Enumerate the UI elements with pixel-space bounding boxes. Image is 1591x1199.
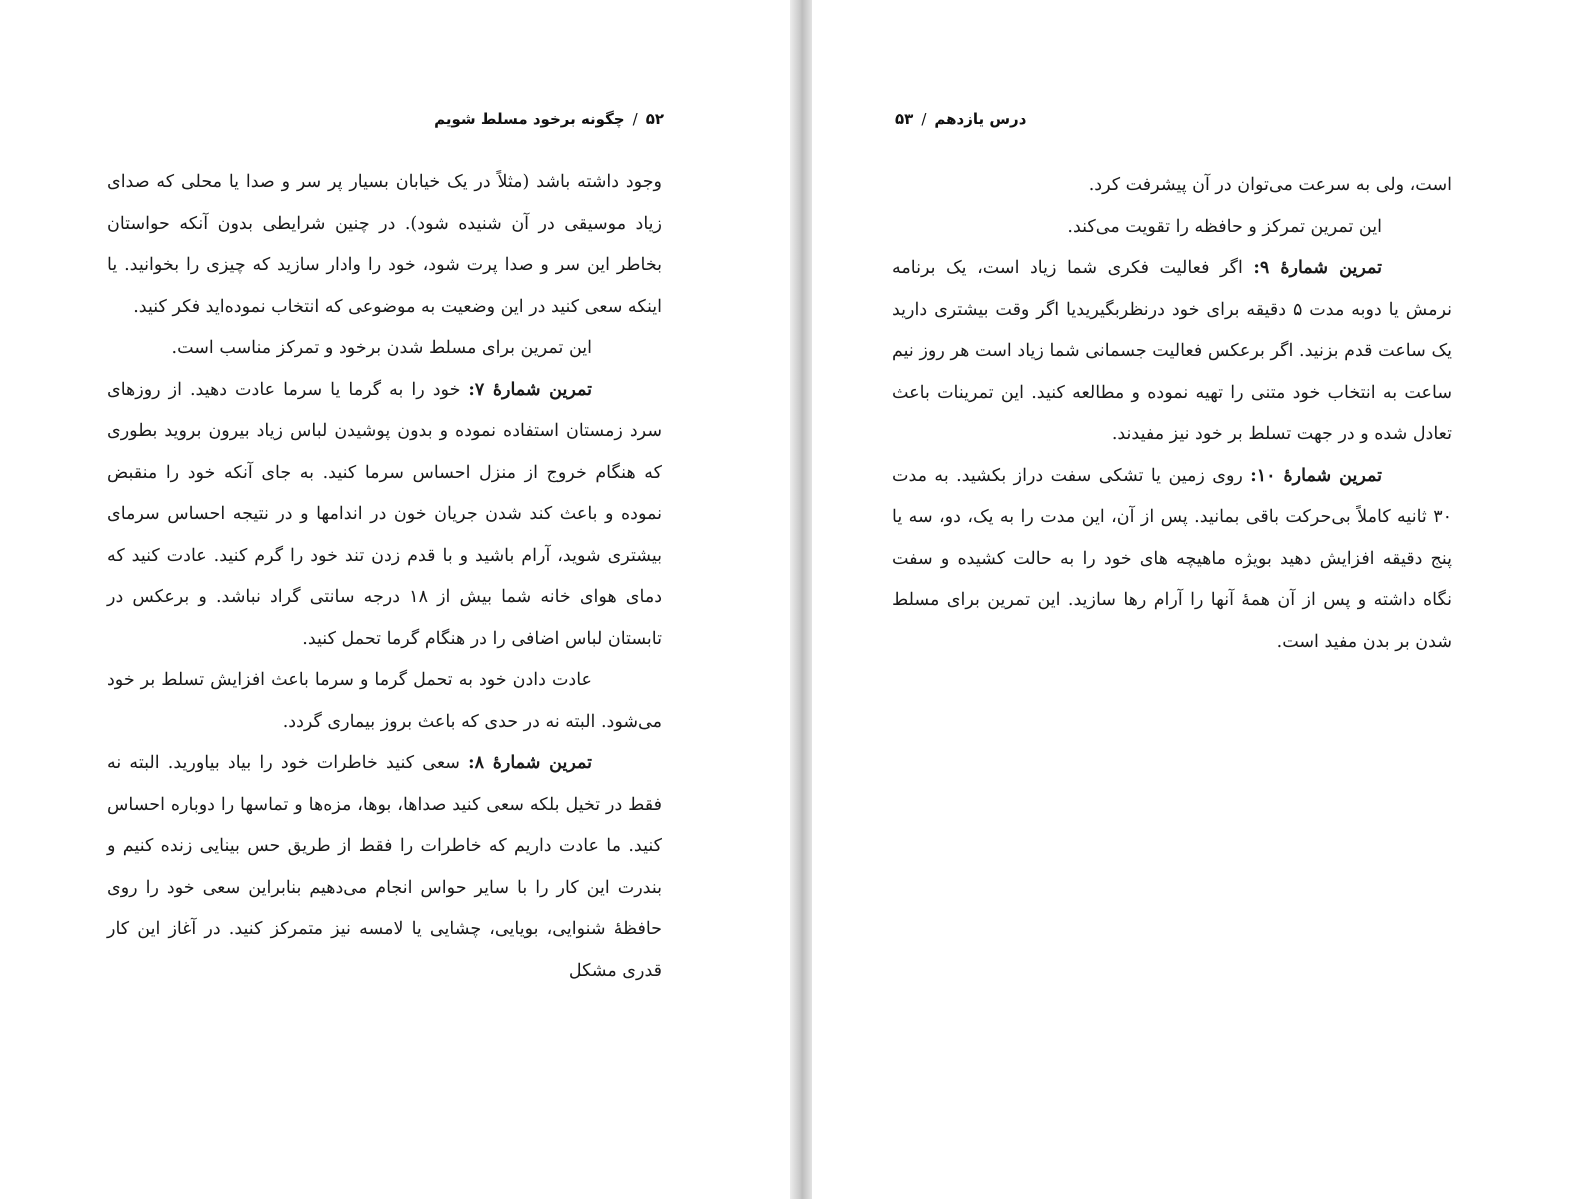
exercise-9 [892,248,1452,456]
exercise-10 [892,456,1452,664]
left-paragraph-2-text: این تمرین برای مسلط شدن برخود و تمرکز مناسب است. [171,338,592,358]
exercise-7-text: خود را به گرما یا سرما عادت دهید. از روزهای سرد زمستان استفاده نموده و بدون پوشیدن لباس زیاد بیرون بروید بطوری که هنگام خروج از منزل احساس سرما کنید. به جای آنکه خود را منقبض نموده و باعث کند شدن جریان خون در اندامها و در نتیجه احساس سرمای بیشتری شوید، آرام باشید و با قدم زدن تند خود را گرم کنید. عادت کنید که دمای هوای خانه شما بیش از ۱۸ درجه سانتی گراد نباشد. و برعکس در تابستان لباس اضافی را در هنگام گرما تحمل کنید. [107,379,662,649]
left-paragraph-1-text: وجود داشته باشد (مثلاً در یک خیابان بسیار پر سر و صدا یا محلی که صدای زیاد موسیقی در آن شنیده شود). در چنین شرایطی بدون آنکه حواستان بخاطر این سر و صدا پرت شود، خود را وادار سازید که چیزی را بخوانید. یا اینکه سعی کنید در این وضعیت به موضوعی که انتخاب نموده‌اید فکر کنید. [107,172,662,317]
right-paragraph-1-text: است، ولی به سرعت می‌توان در آن پیشرفت کرد. [1088,175,1452,195]
right-header-separator: / [921,110,927,128]
exercise-10-title: تمرین شمارهٔ ۱۰: [1250,465,1382,486]
left-paragraph-2 [107,328,662,370]
right-page-number: ۵۳ [895,110,914,128]
exercise-8-text: سعی کنید خاطرات خود را بیاد بیاورید. البته نه فقط در تخیل بلکه سعی کنید صداها، بوها، مزه‌ها و تماسها را دوباره احساس کنید. ما عادت داریم که خاطرات را فقط از طریق حس بینایی زنده کنیم و بندرت این کار را با سایر حواس انجام می‌دهیم بنابراین سعی خود را روی حافظهٔ شنوایی، بویایی، چشایی یا لامسه نیز متمرکز کنید. در آغاز این کار قدری مشکل [107,753,662,981]
left-body-text [107,162,662,992]
right-paragraph-2-text: این تمرین تمرکز و حافظه را تقویت می‌کند. [1067,216,1382,237]
exercise-10-text: روی زمین یا تشکی سفت دراز بکشید. به مدت ۳۰ ثانیه کاملاً بی‌حرکت باقی بمانید. پس از آن، این مدت را به یک، دو، سه یا پنج دقیقه افزایش دهید بویژه ماهیچه های خود را به حالت کشیده و سفت نگاه داشته و پس از آن همهٔ آنها را آرام رها سازید. این تمرین برای مسلط شدن بر بدن مفید است. [892,465,1452,652]
exercise-7 [107,370,662,661]
exercise-7-title: تمرین شمارهٔ ۷: [468,379,592,400]
section-title: درس یازدهم [934,110,1027,128]
exercise-9-text: اگر فعالیت فکری شما زیاد است، یک برنامه نرمش یا دوبه مدت ۵ دقیقه برای خود درنظربگیریدیا اگر وقت بیشتری دارید یک ساعت قدم بزنید. اگر برعکس فعالیت جسمانی شما زیاد است هر روز نیم ساعت به انتخاب خود متنی را تهیه نموده و مطالعه کنید. این تمرینات باعث تعادل شده و در جهت تسلط بر خود نیز مفیدند. [892,258,1452,444]
left-paragraph-4 [107,660,662,743]
exercise-9-title: تمرین شمارهٔ ۹: [1253,258,1382,278]
right-running-head [895,110,1026,128]
exercise-8 [107,743,662,992]
book-title: چگونه برخود مسلط شویم [434,110,625,128]
left-running-head [434,110,664,128]
right-page [812,0,1591,1199]
right-body-text [892,165,1452,663]
left-page [0,0,790,1199]
left-page-number: ۵۲ [645,110,664,128]
book-gutter [790,0,812,1199]
right-paragraph-1 [892,165,1452,207]
exercise-8-title: تمرین شمارهٔ ۸: [468,753,592,773]
right-paragraph-2 [892,207,1452,249]
left-paragraph-4-text: عادت دادن خود به تحمل گرما و سرما باعث افزایش تسلط بر خود می‌شود. البته نه در حدی که باعث بروز بیماری گردد. [107,670,662,732]
left-header-separator: / [632,110,638,128]
left-paragraph-1 [107,162,662,328]
